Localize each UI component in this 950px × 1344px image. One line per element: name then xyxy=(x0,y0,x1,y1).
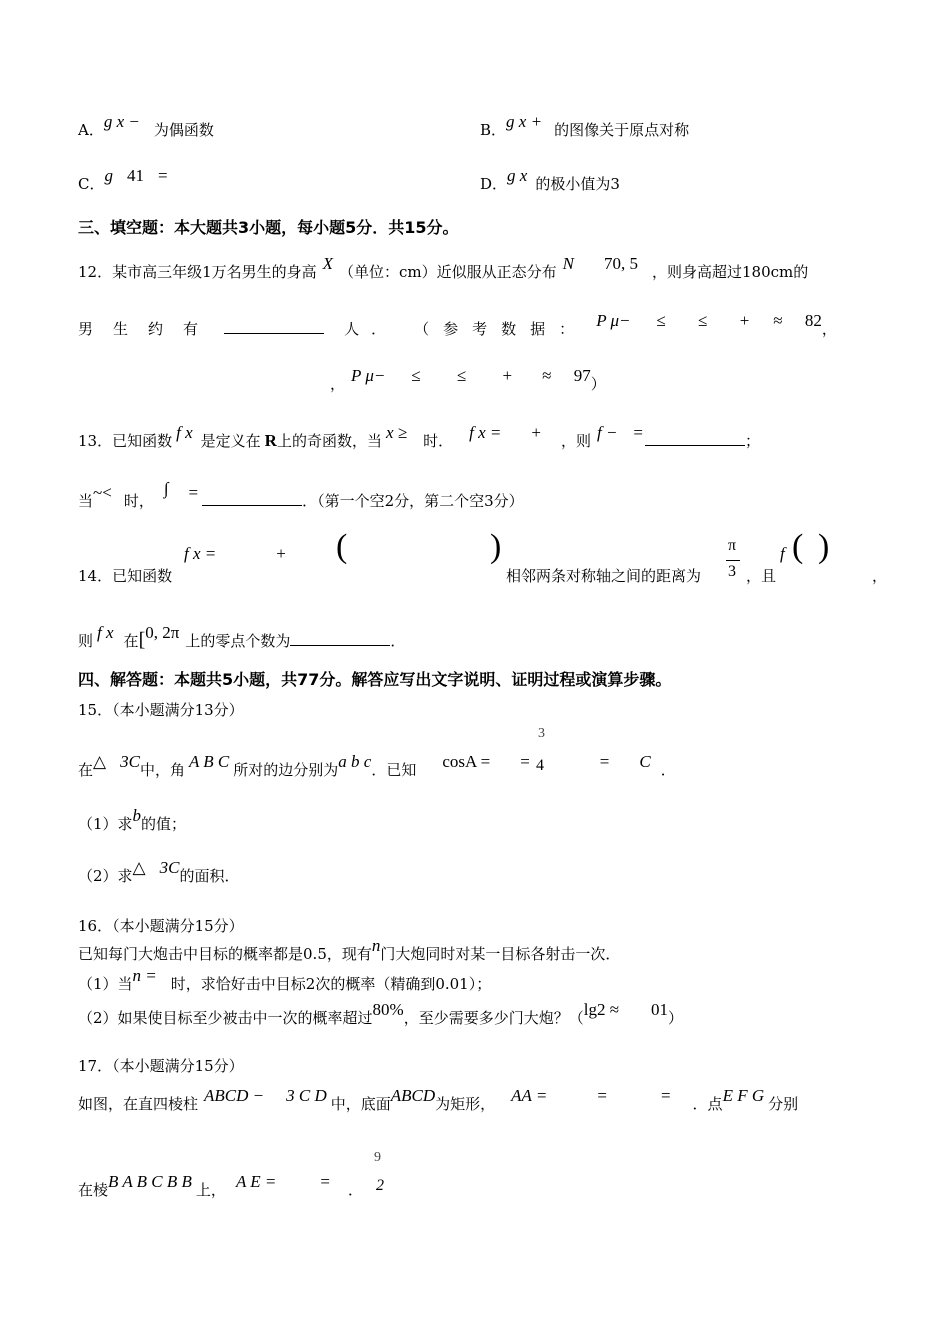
q16-part-2-text: ，至少需要多少门大炮？（ xyxy=(403,1009,584,1027)
option-d-math: g x xyxy=(507,166,528,185)
q13-text-7: 时， xyxy=(123,492,154,510)
q12-ref-char: 考 xyxy=(472,320,488,338)
q12-unit: 人 xyxy=(344,320,360,338)
option-d-text: 的极小值为3 xyxy=(535,175,620,193)
q15-triangle-label: 3C xyxy=(120,752,140,771)
q13-condition: x ≥ xyxy=(385,423,408,442)
q13-blank-1[interactable] xyxy=(645,430,745,446)
q13-ask-eq: = xyxy=(633,423,644,442)
q13-condition-2: ~< xyxy=(93,483,112,502)
q12-comma: ， xyxy=(821,320,837,338)
q14-fraction-bar xyxy=(726,560,740,561)
option-a-text: 为偶函数 xyxy=(153,121,214,139)
q15-triangle: △ xyxy=(93,752,107,771)
q17-eq-1: = xyxy=(597,1086,607,1105)
q15-part-2-triangle: △ xyxy=(132,858,146,877)
q14-text-5: 在 xyxy=(123,632,139,650)
q17-text-4: ．点 xyxy=(692,1095,723,1113)
q12-char: 约 xyxy=(148,320,164,338)
q14-fx: f x xyxy=(97,623,114,642)
q16-line-1 xyxy=(78,936,621,964)
q13-text-5: ，则 xyxy=(560,432,591,450)
q14-end: ． xyxy=(390,632,406,650)
q12-answer-blank[interactable] xyxy=(224,318,324,334)
q13-plus: + xyxy=(531,423,541,442)
q15-part-1-var: b xyxy=(132,806,142,825)
q13-definition: f x = xyxy=(469,423,502,442)
q13-real-set: R xyxy=(264,431,277,450)
q15-part-1-label: （1）求 xyxy=(78,815,133,833)
q16-part-1-n: n = xyxy=(132,966,157,985)
q14-f: f xyxy=(780,544,785,563)
option-a xyxy=(78,112,214,140)
q16-text-1: 已知每门大炮击中目标的概率都是0.5，现有 xyxy=(78,945,372,963)
option-c-equals: = xyxy=(157,166,168,185)
q15-part-2-triangle-label: 3C xyxy=(159,858,180,877)
option-c-label: C． xyxy=(78,175,105,193)
q15-text-1: 在 xyxy=(78,761,94,779)
q12-var-x: X xyxy=(322,254,334,273)
q15-cos: cosA = xyxy=(442,752,491,771)
q16-text-2: 门大炮同时对某一目标各射击一次． xyxy=(380,945,621,963)
q14-blank[interactable] xyxy=(290,630,390,646)
q12-ref-char: ： xyxy=(559,320,575,338)
question-17-line-1 xyxy=(78,1086,799,1114)
q15-part-2-label: （2）求 xyxy=(78,867,133,885)
option-c-value: 41 xyxy=(126,166,144,185)
q15-part-2 xyxy=(78,858,240,886)
q16-part-1-label: （1）当 xyxy=(78,975,133,993)
q12-close: ） xyxy=(590,375,606,393)
option-c xyxy=(78,166,168,194)
q12-ref-char: 参 xyxy=(443,320,459,338)
q17-text-6: 在棱 xyxy=(78,1181,109,1199)
q16-percent: 80% xyxy=(372,1000,404,1019)
q14-interval: 0, 2π xyxy=(145,623,180,642)
q17-heading: 17．（本小题满分15分） xyxy=(78,1057,244,1075)
q14-text-4: 则 xyxy=(78,632,94,650)
q12-dist-n: N xyxy=(562,254,575,273)
q15-frac-top: 3 xyxy=(538,726,545,741)
q12-ref-char: 数 xyxy=(501,320,517,338)
question-13-line-2 xyxy=(78,479,524,511)
q12-char: 有 xyxy=(183,320,199,338)
option-d xyxy=(480,166,620,194)
q17-ae: A E = xyxy=(235,1172,277,1191)
q14-function-def xyxy=(184,544,286,564)
q14-bracket: [ xyxy=(138,629,146,651)
question-13-line-1 xyxy=(78,423,761,451)
q14-left-paren: ( xyxy=(336,528,348,565)
section-3-heading: 三、填空题：本大题共3小题，每小题5分．共15分。 xyxy=(78,218,459,237)
q16-heading: 16．（本小题满分15分） xyxy=(78,917,244,935)
q15-sides: a b c xyxy=(338,752,372,771)
option-c-math: g xyxy=(104,166,113,185)
q12-dist-params: 70, 5 xyxy=(604,254,639,273)
q13-blank-2[interactable] xyxy=(202,490,302,506)
question-17-line-2 xyxy=(78,1172,363,1200)
q12-text-3: ，则身高超过180cm的 xyxy=(652,263,809,281)
q12-p1-relation: ≤ ≤ + xyxy=(656,311,764,330)
q14-three: 3 xyxy=(728,563,736,580)
option-a-math: g x − xyxy=(103,112,140,131)
q17-text-7: 上， xyxy=(195,1181,226,1199)
option-a-label: A． xyxy=(78,121,104,139)
q14-right-paren: ) xyxy=(490,528,502,565)
q12-text-1: 某市高三年级1万名男生的身高 xyxy=(112,263,317,281)
q17-text-2: 中，底面 xyxy=(330,1095,391,1113)
q12-ref-char: （ xyxy=(414,320,430,338)
q12-text-2: （单位：cm）近似服从正态分布 xyxy=(339,263,557,281)
q14-text-6: 上的零点个数为 xyxy=(185,632,291,650)
question-15-line-1 xyxy=(78,752,676,780)
question-12-line-1 xyxy=(78,254,809,282)
q14-text-1: 已知函数 xyxy=(112,567,173,585)
q15-text-2: 中，角 xyxy=(139,761,185,779)
q12-p2-relation: ≤ ≤ + xyxy=(411,366,529,385)
q14-number: 14． xyxy=(78,567,113,585)
q14-f-right-paren: ) xyxy=(818,528,830,565)
q13-ask: f − xyxy=(596,423,618,442)
q17-frac-bot: 2 xyxy=(376,1177,384,1194)
option-b-math: g x + xyxy=(506,112,543,131)
q17-points: E F G xyxy=(722,1086,765,1105)
q14-text-3: ，且 xyxy=(746,567,777,585)
q15-angles: A B C xyxy=(188,752,230,771)
q17-eq-2: = xyxy=(660,1086,671,1105)
q17-edges: B A B C B B xyxy=(108,1172,192,1191)
q14-pi: π xyxy=(728,537,737,554)
q12-p1-value: ≈ 82 xyxy=(773,311,822,330)
q14-f-left-paren: ( xyxy=(792,528,804,565)
q15-frac-bot: 4 xyxy=(536,757,544,774)
q12-dot: ． xyxy=(371,320,387,338)
q15-c: C xyxy=(639,752,651,771)
q15-text-3: 所对的边分别为 xyxy=(233,761,339,779)
q15-part-1-text: 的值； xyxy=(141,815,187,833)
q12-char: 生 xyxy=(113,320,129,338)
q13-text-2: 是定义在 xyxy=(200,432,261,450)
q16-lg2: lg2 ≈ xyxy=(583,1000,620,1019)
q12-ref-char: 据 xyxy=(530,320,546,338)
q14-text-2: 相邻两条对称轴之间的距离为 xyxy=(506,567,702,585)
q17-text-3: 为矩形， xyxy=(435,1095,496,1113)
section-4-heading: 四、解答题：本题共5小题，共77分。解答应写出文字说明、证明过程或演算步骤。 xyxy=(78,670,672,689)
option-b-text: 的图像关于原点对称 xyxy=(554,121,690,139)
q13-text-8: ．（第一个空2分，第二个空3分） xyxy=(302,492,524,510)
q16-close: ） xyxy=(668,1009,684,1027)
q13-text-1: 已知函数 xyxy=(112,432,173,450)
q16-part-2 xyxy=(78,1000,684,1028)
q16-n: n xyxy=(371,936,381,955)
q12-char: 男 xyxy=(78,320,94,338)
q16-part-1-text: 时，求恰好击中目标2次的概率（精确到0.01）； xyxy=(170,975,492,993)
q15-eq-1: = xyxy=(520,752,530,771)
q13-number: 13． xyxy=(78,432,113,450)
q13-text-3: 上的奇函数，当 xyxy=(276,432,382,450)
q15-end: ． xyxy=(660,761,676,779)
q13-text-6: 当 xyxy=(78,492,94,510)
q17-base: ABCD xyxy=(390,1086,436,1105)
q15-part-1 xyxy=(78,806,187,834)
q15-text-4: ．已知 xyxy=(371,761,417,779)
q16-lg2-value: 01 xyxy=(651,1000,669,1019)
question-14-line-2 xyxy=(78,623,406,651)
option-d-label: D． xyxy=(480,175,508,193)
q15-heading: 15．（本小题满分13分） xyxy=(78,701,244,719)
q12-p2: P μ− xyxy=(351,366,386,385)
q17-frac-top: 9 xyxy=(374,1150,381,1165)
q17-eq-3: = xyxy=(320,1172,330,1191)
q15-part-2-text: 的面积． xyxy=(179,867,240,885)
q15-eq-2: = xyxy=(599,752,610,771)
q13-semicolon: ； xyxy=(745,432,761,450)
q12-p2-value: ≈ 97 xyxy=(542,366,591,385)
q17-text-1: 如图，在直四棱柱 xyxy=(78,1095,199,1113)
q13-fx: f x xyxy=(176,423,193,442)
option-b-label: B． xyxy=(480,121,507,139)
q17-text-5: 分别 xyxy=(768,1095,799,1113)
q17-prism-top: 3 C D xyxy=(286,1086,327,1105)
q12-comma: ， xyxy=(330,375,346,393)
question-12-line-2 xyxy=(78,311,868,339)
q16-part-2-label: （2）如果使目标至少被击中一次的概率超过 xyxy=(78,1009,373,1027)
q13-int-eq: = xyxy=(188,483,199,502)
q13-text-4: 时． xyxy=(423,432,454,450)
q13-integral: ∫ xyxy=(163,479,169,498)
question-12-line-3 xyxy=(330,366,606,394)
q16-part-1 xyxy=(78,966,492,994)
q17-prism: ABCD − xyxy=(204,1086,265,1105)
q14-comma: ， xyxy=(872,567,888,585)
q17-aa: AA = xyxy=(511,1086,548,1105)
q17-end: ． xyxy=(347,1181,363,1199)
q14-def: f x = xyxy=(184,544,217,563)
option-b xyxy=(480,112,690,140)
q12-number: 12． xyxy=(78,263,113,281)
q14-plus: + xyxy=(276,544,286,563)
question-14-line-1 xyxy=(78,566,172,586)
q12-p1: P μ− xyxy=(596,311,631,330)
